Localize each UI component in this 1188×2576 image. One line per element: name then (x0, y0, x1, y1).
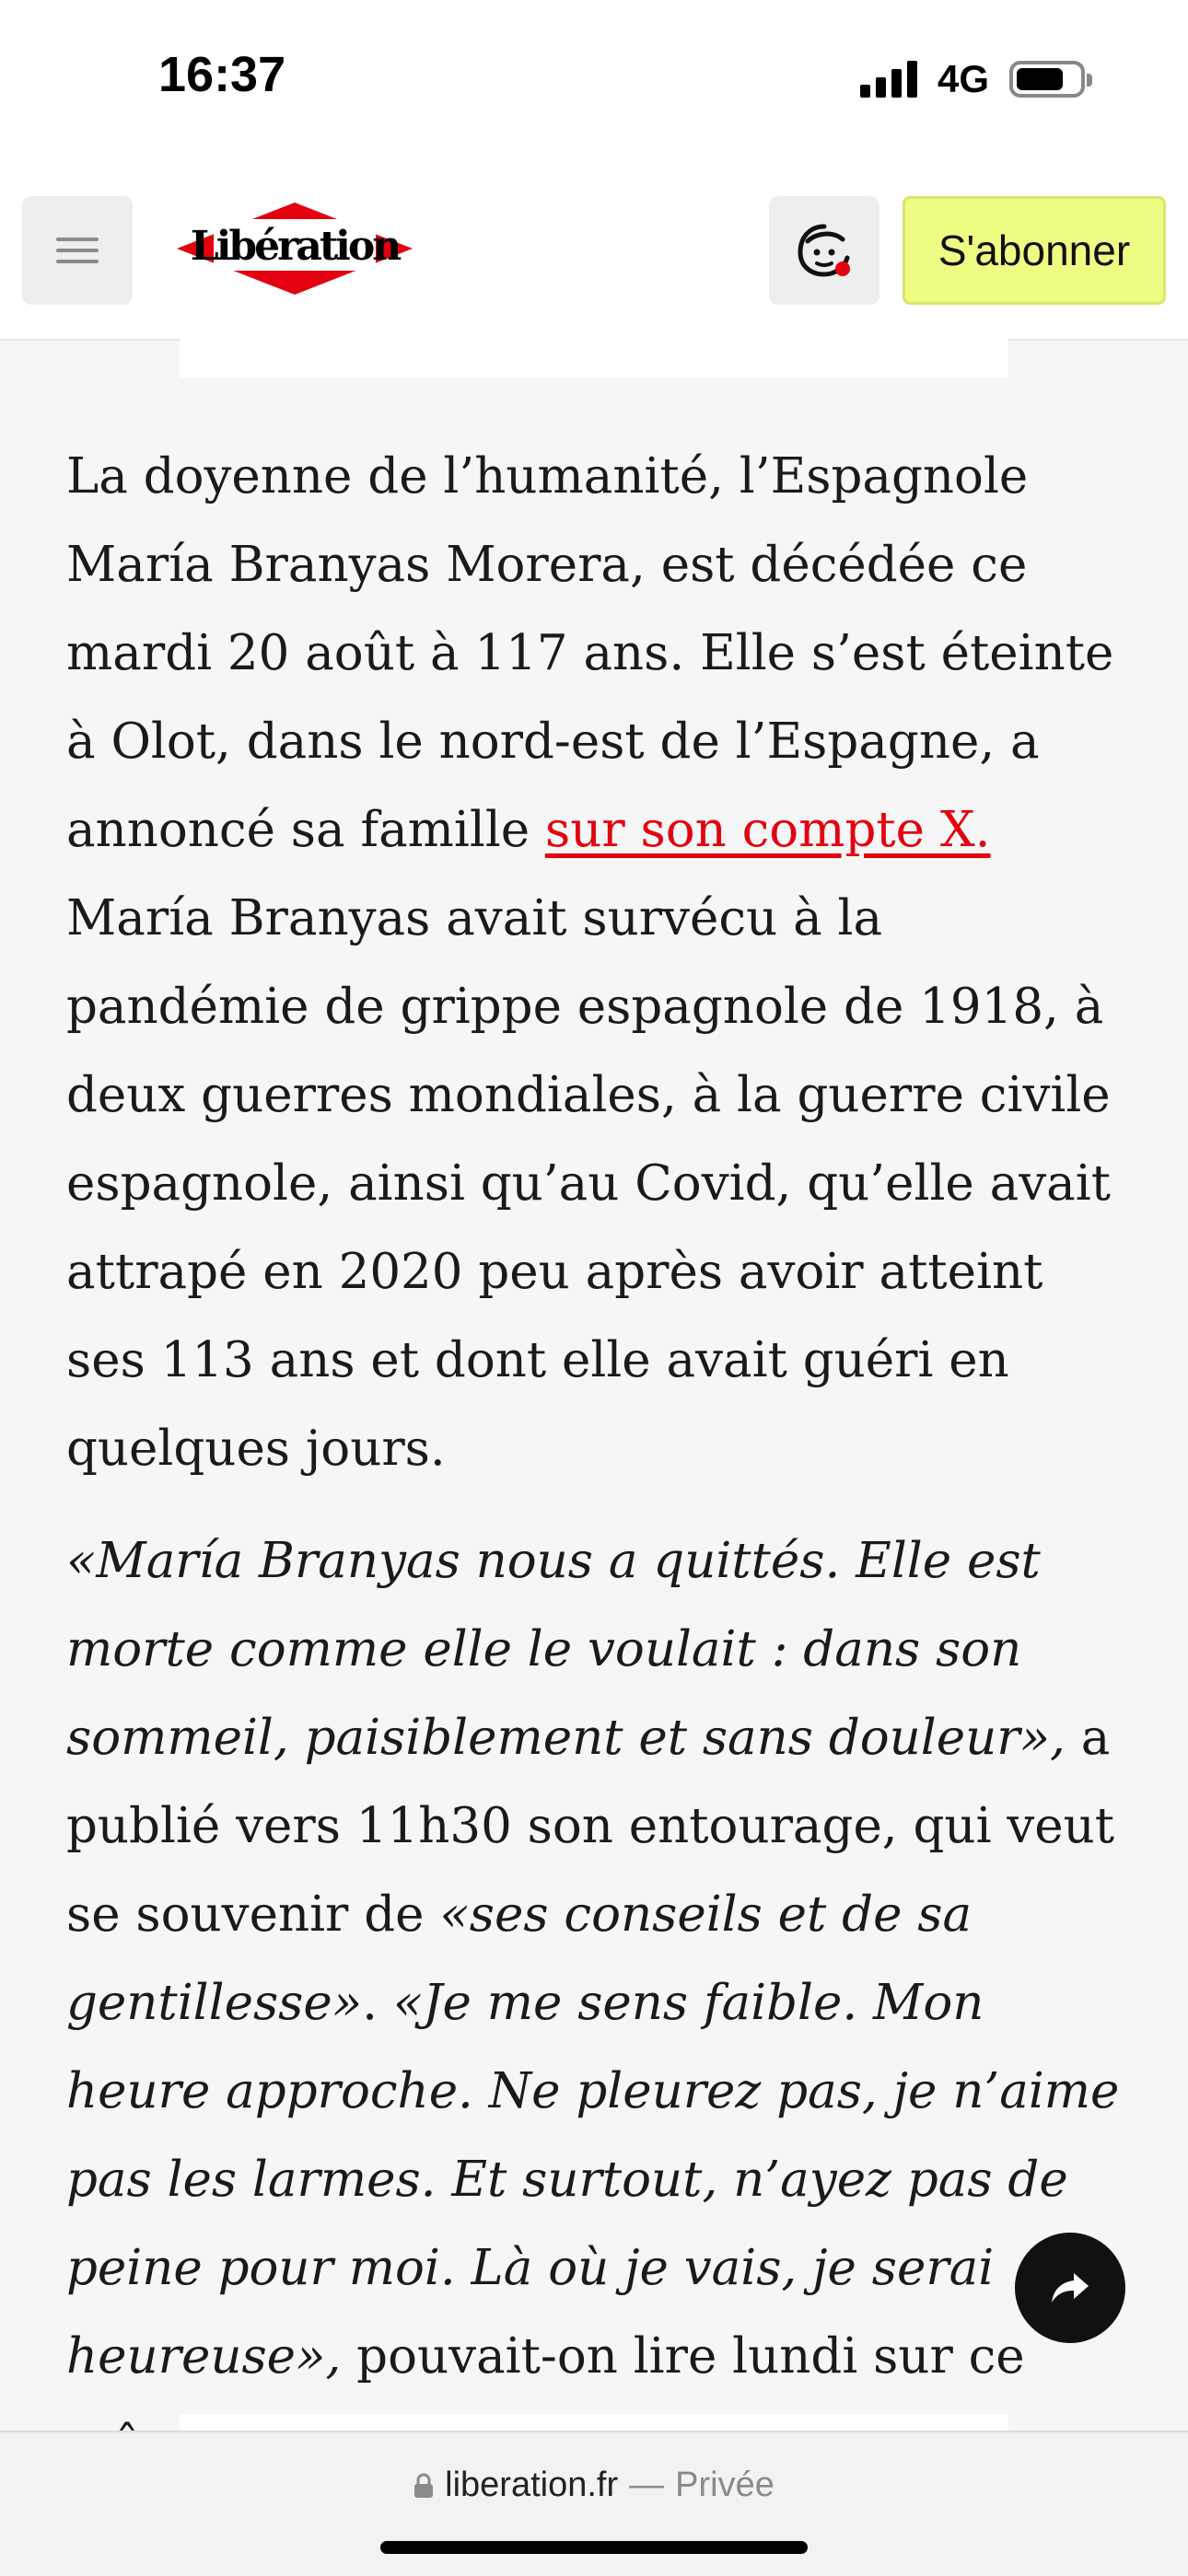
url-domain: liberation.fr (445, 2466, 619, 2504)
signal-strength-icon (860, 61, 917, 98)
battery-level (1017, 68, 1063, 90)
menu-button[interactable] (22, 196, 133, 305)
ad-placeholder-strip-bottom (180, 2414, 1008, 2432)
status-bar (0, 0, 1188, 157)
battery-icon (1009, 61, 1085, 98)
url-separator: — (629, 2466, 665, 2504)
status-time: 16:37 (158, 47, 286, 102)
quote-2: «ses conseils et de sa gentillesse» (66, 1886, 973, 2031)
article-body (66, 433, 1125, 2489)
hamburger-menu-icon (56, 238, 99, 241)
lock-icon (413, 2473, 434, 2499)
quote-1: «María Branyas nous a quittés. Elle est morte comme elle le voulait : dans son sommeil, paisiblement et sans douleur», (66, 1533, 1066, 1766)
liberation-logo[interactable] (175, 203, 414, 295)
share-button[interactable] (1015, 2233, 1125, 2343)
site-header (0, 157, 1188, 341)
battery-cap (1087, 74, 1092, 87)
ad-placeholder-strip (180, 339, 1008, 377)
status-indicators (860, 57, 1085, 101)
browser-address-bar[interactable] (0, 2431, 1188, 2576)
article-link-x-account[interactable]: sur son compte X. (545, 802, 991, 858)
logo-text: Libération (190, 223, 400, 270)
network-type: 4G (937, 57, 989, 100)
subscribe-button[interactable]: S'abonner (903, 196, 1166, 305)
url-display[interactable] (0, 2466, 1188, 2505)
private-mode-label: Privée (675, 2466, 775, 2504)
account-button[interactable] (769, 196, 879, 305)
quote-3: «Je me sens faible. Mon heure approche. Ne pleurez pas, je n’aime pas les larmes. Et surtout, n’ayez pas de peine pour moi. Là où je vais, je serai heureuse», (66, 1975, 1120, 2385)
article-paragraph-2: «María Branyas nous a quittés. Elle est morte comme elle le voulait : dans son sommeil, paisiblement et sans douleur», a publié vers 11h30 son entourage, qui veut se souvenir de «ses conseils et de sa gentillesse». «Je me sens faible. Mon heure approche. Ne pleurez pas, je n’aime pas les larmes. Et surtout, n’ayez pas de peine pour moi. Là où je vais, je serai heureuse», pouvait-on lire lundi sur ce (66, 1533, 1120, 2385)
home-indicator[interactable] (380, 2541, 808, 2554)
account-face-icon (795, 221, 854, 280)
share-arrow-icon (1048, 2266, 1092, 2310)
article-paragraph-1: La doyenne de l’humanité, l’Espagnole María Branyas Morera, est décédée ce mardi 20 août à 117 ans. Elle s’est éteinte à Olot, dans le nord-est de l’Espagne, a annoncé sa famille sur son compte X. María Branyas avait survécu à la pandémie de grippe espagnole de 1918, à deux guerres mondiales, à la guerre civile espagnole, ainsi qu’au Covid, qu’elle avait attrapé en 2020 peu après avoir atteint ses 113 ans et dont elle avait guéri en quelques jours. (66, 448, 1114, 1477)
